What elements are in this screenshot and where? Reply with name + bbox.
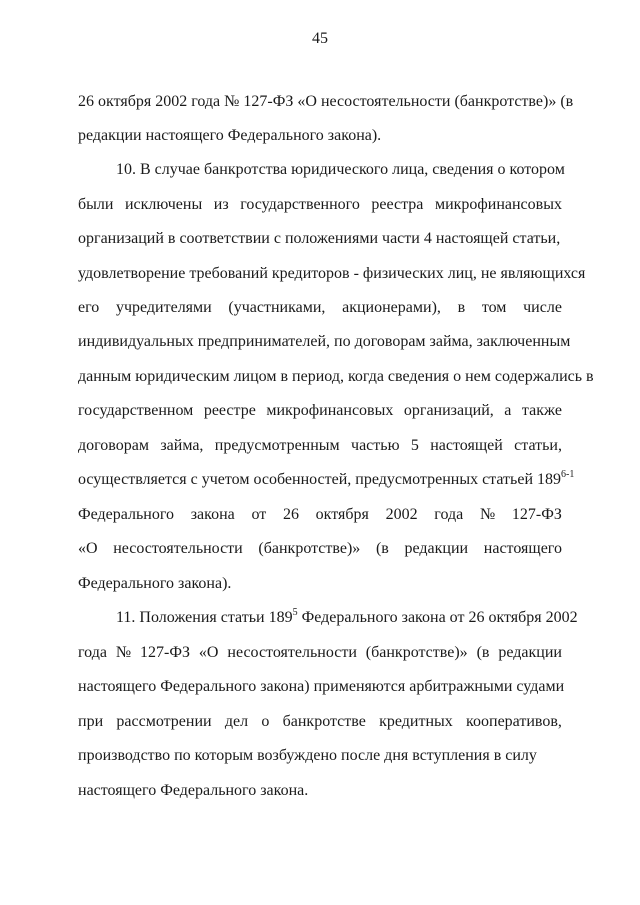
word: (банкротстве)» <box>258 540 361 557</box>
word: банкротстве <box>282 713 366 730</box>
word: государственном <box>78 402 194 419</box>
word: частью <box>351 437 400 454</box>
word: договорам <box>78 437 149 454</box>
word: в <box>457 299 466 316</box>
text-line <box>78 298 562 318</box>
text-line <box>78 505 562 525</box>
word: предусмотренным <box>214 437 340 454</box>
word: (в <box>476 644 490 661</box>
word: редакции <box>498 644 562 661</box>
line-text: Федерального закона от 26 октября 2002 <box>297 609 578 626</box>
word: организаций, <box>403 402 494 419</box>
text-line <box>78 539 562 559</box>
page-number: 45 <box>312 30 328 47</box>
word: года <box>78 644 107 661</box>
word: октября <box>315 506 369 523</box>
word: «О <box>198 644 219 661</box>
word: о <box>261 713 270 730</box>
word: 10. В случае банкротства юридического лица, сведения о котором <box>116 161 565 178</box>
word: реестре <box>203 402 256 419</box>
word: Федерального закона). <box>78 575 232 592</box>
word: «О <box>78 540 98 557</box>
text-line <box>116 607 578 628</box>
word: несостоятельности <box>113 540 243 557</box>
text-line <box>78 746 562 766</box>
text-line <box>78 367 594 387</box>
text-line <box>78 401 562 421</box>
text-line <box>78 469 575 490</box>
word: реестра <box>371 196 424 213</box>
word: его <box>78 299 100 316</box>
word: государственного <box>240 196 360 213</box>
word: настоящего Федерального закона. <box>78 782 309 799</box>
word: исключены <box>124 196 203 213</box>
word: при <box>78 713 104 730</box>
word: числе <box>523 299 562 316</box>
word: удовлетворение требований кредиторов - физических лиц, не являющихся <box>78 265 586 282</box>
word: 2002 <box>385 506 418 523</box>
word: (в <box>375 540 389 557</box>
word: редакции <box>404 540 469 557</box>
text-line <box>116 160 565 180</box>
word: акционерами), <box>342 299 441 316</box>
superscript: 5 <box>292 607 298 618</box>
word: дел <box>224 713 249 730</box>
word: (банкротстве)» <box>365 644 468 661</box>
word: (участниками, <box>228 299 326 316</box>
word: 26 октября 2002 года № 127-ФЗ «О несостоятельности (банкротстве)» (в <box>78 93 574 110</box>
line-text: 11. Положения статьи 189 <box>116 609 293 626</box>
text-line <box>78 126 562 146</box>
word: учредителями <box>115 299 212 316</box>
word: от <box>251 506 267 523</box>
word: Федерального <box>78 506 175 523</box>
word: производство по которым возбуждено после дня вступления в силу <box>78 747 537 764</box>
word: 5 <box>410 437 419 454</box>
word: были <box>78 196 114 213</box>
superscript: 6-1 <box>561 469 575 480</box>
word: № <box>115 644 132 661</box>
text-line <box>78 436 562 456</box>
text-line <box>78 195 562 215</box>
word: из <box>213 196 229 213</box>
word: 26 <box>282 506 299 523</box>
word: кредитных <box>379 713 453 730</box>
text-line <box>78 92 574 112</box>
word: закона <box>190 506 235 523</box>
word: том <box>481 299 507 316</box>
line-text: осуществляется с учетом особенностей, предусмотренных статьей 189 <box>78 471 562 488</box>
word: данным юридическим лицом в период, когда сведения о нем содержались в <box>78 368 594 385</box>
text-line <box>78 643 562 663</box>
word: настоящего <box>483 540 562 557</box>
text-line <box>78 781 562 801</box>
word: редакции настоящего Федерального закона). <box>78 127 382 144</box>
word: кооперативов, <box>466 713 562 730</box>
text-line <box>78 677 565 697</box>
word: 127-ФЗ <box>140 644 191 661</box>
word: микрофинансовых <box>266 402 394 419</box>
word: индивидуальных предпринимателей, по договорам займа, заключенным <box>78 333 571 350</box>
word: организаций в соответствии с положениями части 4 настоящей статьи, <box>78 230 561 247</box>
text-line <box>78 712 562 732</box>
word: № <box>479 506 496 523</box>
text-line <box>78 264 586 284</box>
word: 127-ФЗ <box>511 506 562 523</box>
word: года <box>434 506 464 523</box>
word: настоящего Федерального закона) применяются арбитражными судами <box>78 678 565 695</box>
word: рассмотрении <box>116 713 212 730</box>
word: а <box>504 402 512 419</box>
word: микрофинансовых <box>434 196 562 213</box>
word: настоящей <box>430 437 503 454</box>
word: также <box>521 402 562 419</box>
word: займа, <box>160 437 204 454</box>
text-line <box>78 574 562 594</box>
text-line <box>78 332 571 352</box>
word: статьи, <box>514 437 562 454</box>
word: несостоятельности <box>227 644 357 661</box>
text-line <box>78 229 562 249</box>
